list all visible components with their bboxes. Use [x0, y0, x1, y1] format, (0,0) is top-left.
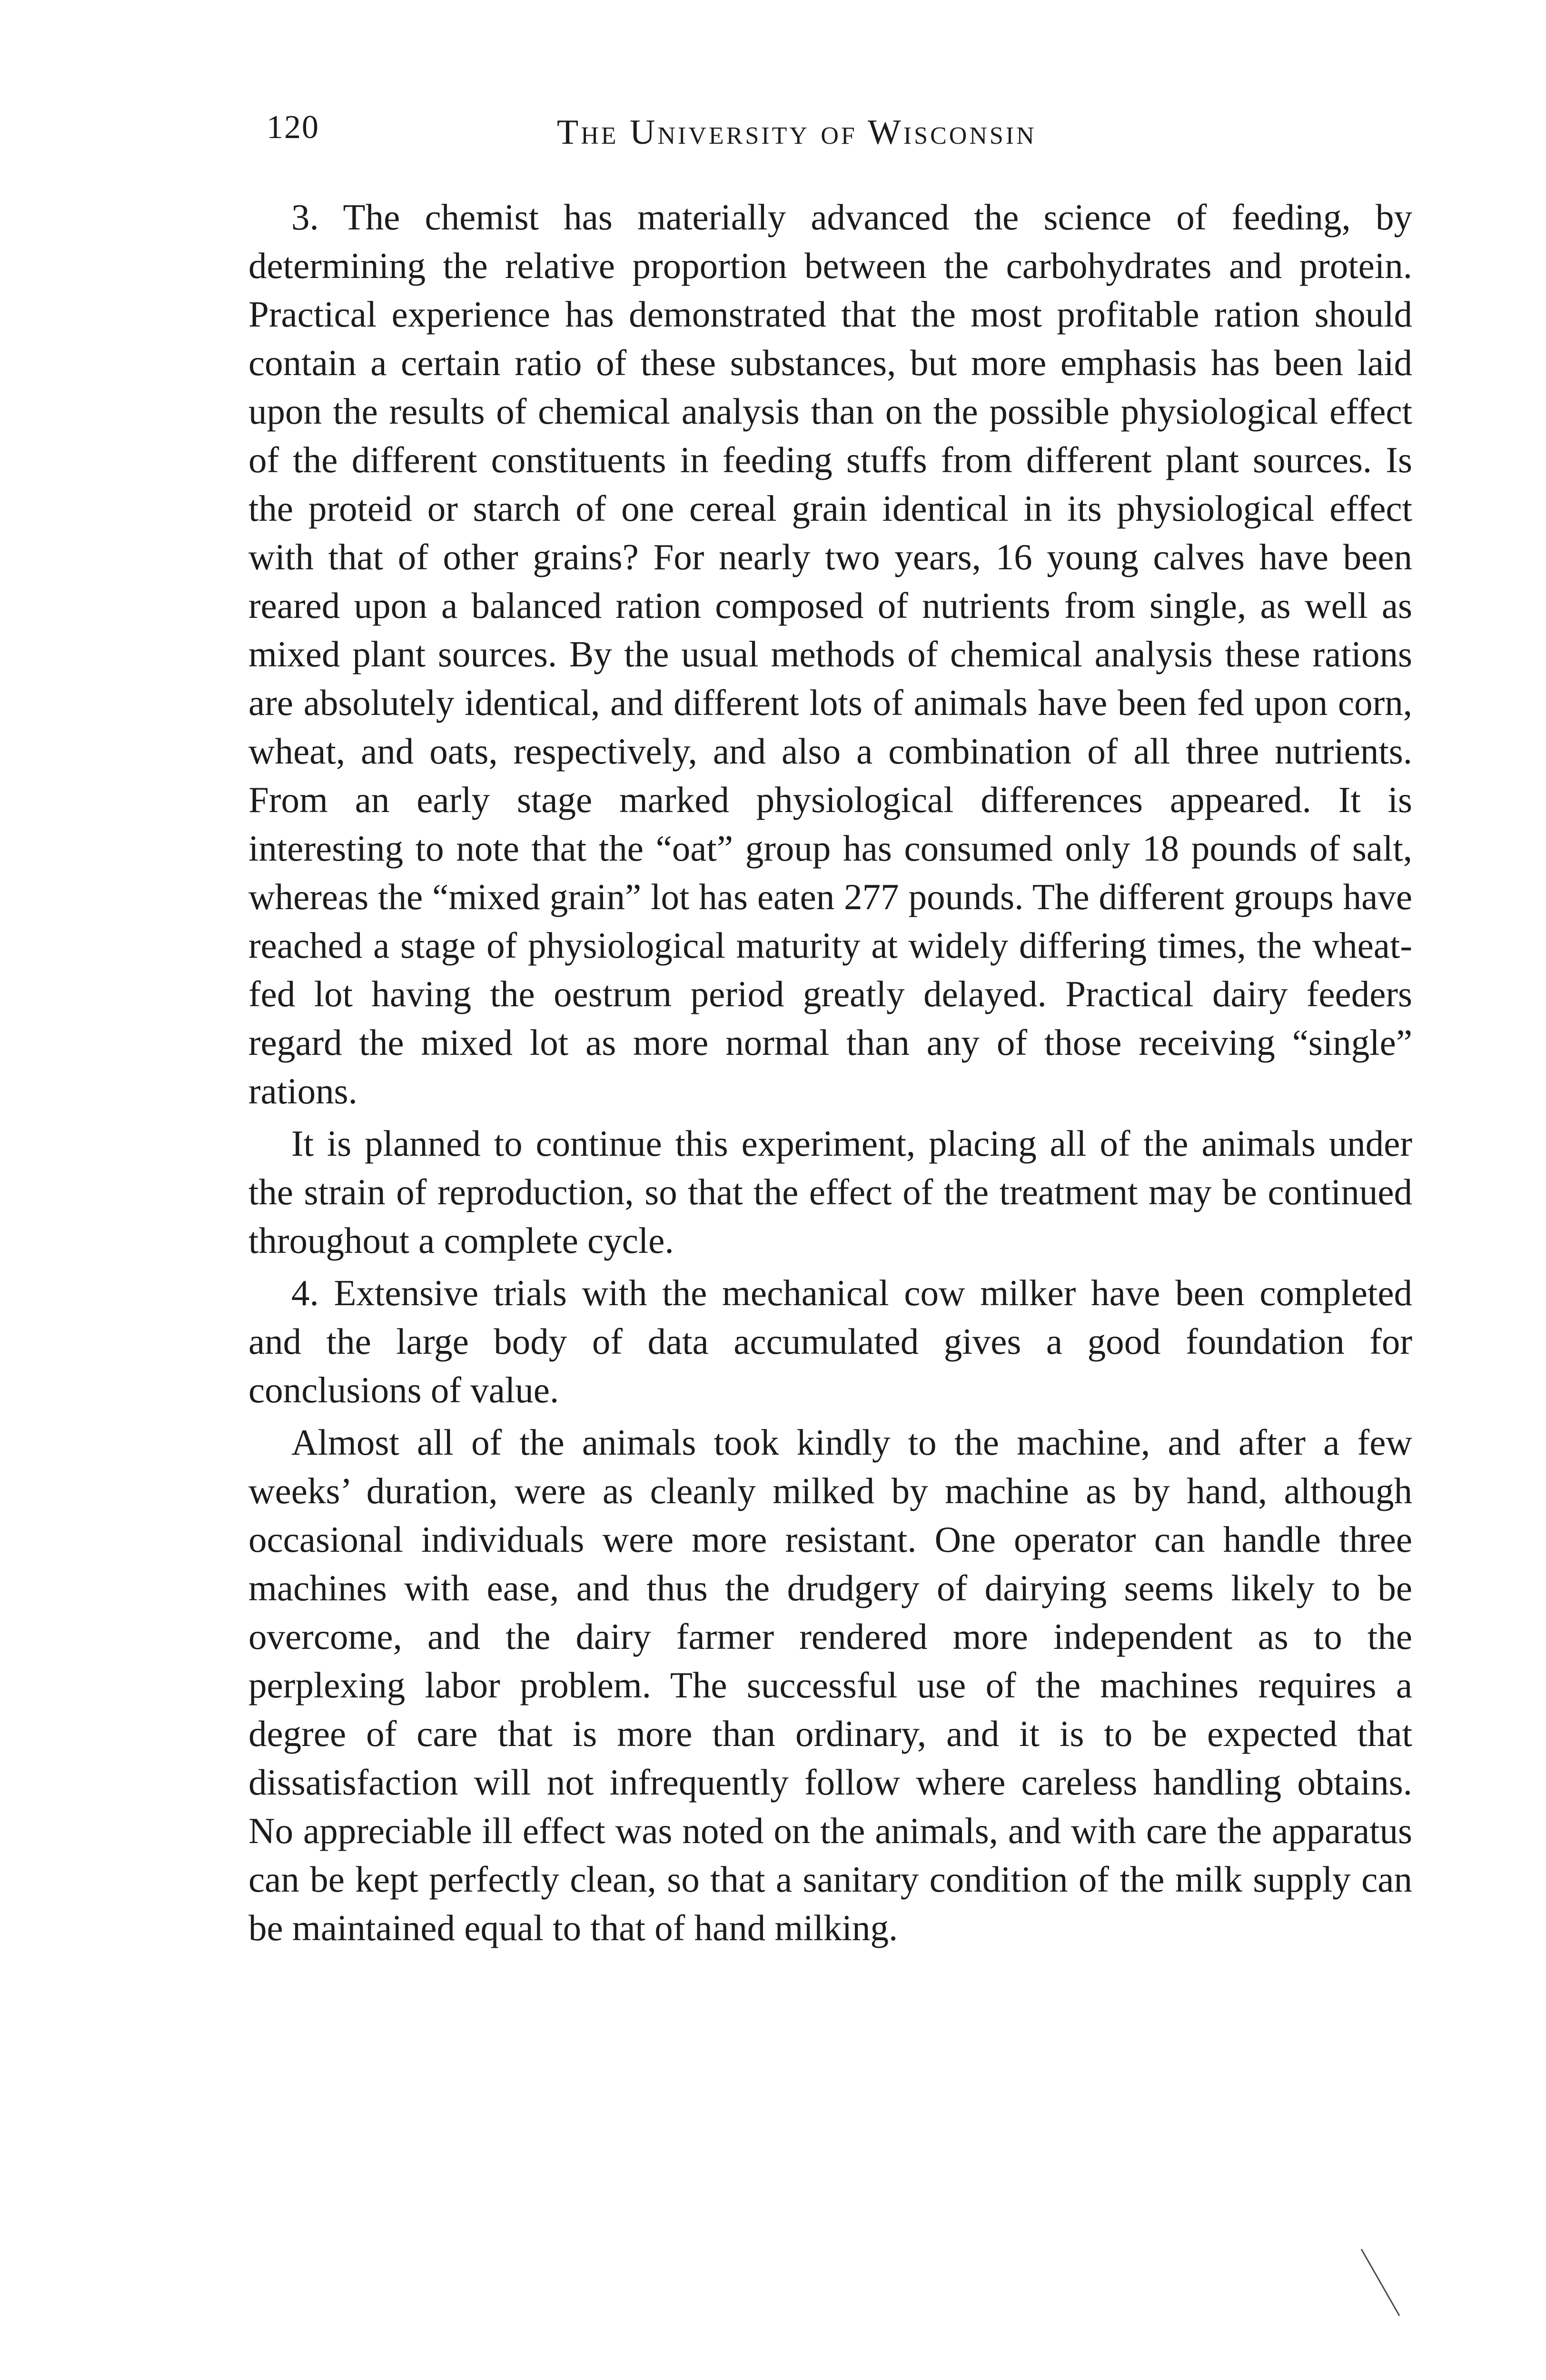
pencil-stroke-mark — [1359, 2247, 1402, 2318]
paragraph-milker-results: Almost all of the animals took kindly to the machine, and after a few weeks’ duration, were as cleanly milked by machine as by hand, although occasional individuals were more resistant. One operator can handle three machines with ease, and thus the drudgery of dairying seems likely to be overcome, and the dairy farmer rendered more independent as to the perplexing labor problem. The successful use of the machines requires a degree of care that is more than ordinary, and it is to be expected that dissatisfaction will not infrequently follow where careless handling obtains. No appreciable ill effect was noted on the animals, and with care the apparatus can be kept perfectly clean, so that a sanitary condition of the milk supply can be maintained equal to that of hand milking. — [248, 1422, 1412, 1948]
paragraph-milker-trials: 4. Extensive trials with the mechanical cow milker have been completed and the large body of data accumulated gives a good foundation for conclusions of value. — [248, 1272, 1412, 1410]
page-number: 120 — [267, 109, 319, 146]
paragraph-reproduction-plan: It is planned to continue this experiment, placing all of the animals under the strain of reproduction, so that the effect of the treatment may be continued throughout a complete cycle. — [248, 1123, 1412, 1261]
running-head — [267, 109, 1423, 166]
paragraph-feeding-experiment: 3. The chemist has materially advanced the science of feeding, by determining the relative proportion between the carbohydrates and protein. Practical experience has demonstrated that the most profitable ration should contain a certain ratio of these substances, but more emphasis has been laid upon the results of chemical analysis than on the possible physiological effect of the different constituents in feeding stuffs from different plant sources. Is the proteid or starch of one cereal grain identical in its physiological effect with that of other grains? For nearly two years, 16 young calves have been reared upon a balanced ration composed of nutrients from single, as well as mixed plant sources. By the usual methods of chemical analysis these rations are absolutely identical, and different lots of animals have been fed upon corn, wheat, and oats, respectively, and also a combination of all three nutrients. From an early stage marked physiological differences appeared. It is interesting to note that the “oat” group has consumed only 18 pounds of salt, whereas the “mixed grain” lot has eaten 277 pounds. The different groups have reached a stage of physiological maturity at widely differing times, the wheat-fed lot having the oestrum period greatly delayed. Practical dairy feeders regard the mixed lot as more normal than any of those receiving “single” rations. — [248, 197, 1412, 1111]
running-title: The University of Wisconsin — [557, 113, 1037, 152]
body-text — [248, 193, 1412, 1952]
